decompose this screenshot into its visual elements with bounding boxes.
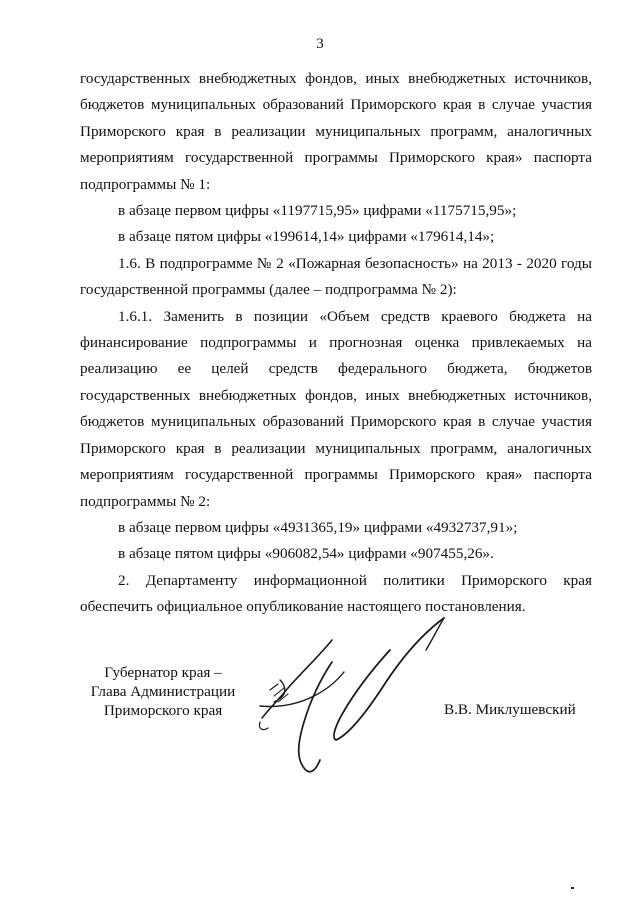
paragraph-amount-1: в абзаце первом цифры «1197715,95» цифрами «1175715,95»; xyxy=(118,202,517,220)
paragraph-amount-2: в абзаце пятом цифры «199614,14» цифрами «179614,14»; xyxy=(118,228,495,246)
position-line-2: Глава Администрации xyxy=(90,683,236,700)
paragraph-amount-4: в абзаце пятом цифры «906082,54» цифрами «907455,26». xyxy=(118,545,494,563)
paragraph-1-6-1: 1.6.1. Заменить в позиции «Объем средств краевого бюджета на финансирование подпрограммы и прогнозная оценка привлекаемых на реализацию ее целей средств федерального бюджета, бюджетов государственных внебюджетных фондов, иных внебюджетных источников, бюджетов муниципальных образований Приморского края в случае участия Приморского края в реализации муниципальных программ, аналогичных мероприятиям государственной программы Приморского края» паспорта подпрограммы № 2: xyxy=(80,307,592,510)
paragraph-2: 2. Департаменту информационной политики Приморского края обеспечить официальное опубликование настоящего постановления. xyxy=(80,571,592,616)
signatory-position xyxy=(78,663,248,720)
document-body xyxy=(80,66,592,621)
position-line-3: Приморского края xyxy=(103,702,223,719)
paragraph-1-6: 1.6. В подпрограмме № 2 «Пожарная безопасность» на 2013 - 2020 годы государственной программы (далее – подпрограмма № 2): xyxy=(80,254,592,299)
paragraph-amount-3: в абзаце первом цифры «4931365,19» цифрами «4932737,91»; xyxy=(118,518,518,536)
page-mark xyxy=(571,887,574,889)
position-line-1: Губернатор края – xyxy=(104,664,222,681)
page-number: 3 xyxy=(316,36,324,52)
handwritten-signature xyxy=(240,610,470,785)
paragraph-continuation: государственных внебюджетных фондов, иных внебюджетных источников, бюджетов муниципальных образований Приморского края в случае участия Приморского края в реализации муниципальных программ, аналогичных мероприятиям государственной программы Приморского края» паспорта подпрограммы № 1: xyxy=(80,70,592,193)
signatory-name: В.В. Миклушевский xyxy=(444,701,576,718)
